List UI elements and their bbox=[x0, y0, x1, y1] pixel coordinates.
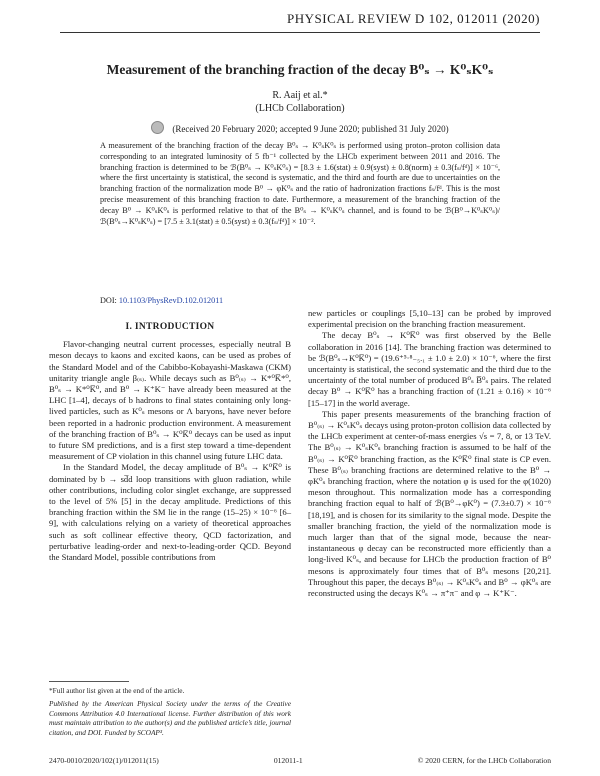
section-heading: I. INTRODUCTION bbox=[125, 322, 215, 332]
paragraph: This paper presents measurements of the branching fraction of B⁰₍ₛ₎ → K⁰ₛK⁰ₛ decays using proton-proton collision data collected by the LHCb experiment at center-of-mass energies √s = 7, 8, or 13 TeV. The B⁰₍ₛ₎ → K⁰ₛK⁰ₛ branching fraction is assumed to be half of the B⁰₍ₛ₎ → K⁰K̅⁰ branching fraction, as the K⁰K̅⁰ final state is CP even. These B⁰₍ₛ₎ branching fractions are determined relative to the B⁰ → φK⁰ₛ branching fraction, where the notation φ is used for the φ(1020) meson throughout. This normalization mode has a corresponding branching fraction equal to half of ℬ(B⁰→φK⁰) = (7.3±0.7) × 10⁻⁶ [18,19], and is chosen for its similarity to the signal mode. Despite the smaller branching fraction, the yield of the normalization mode is much larger than that of the signal mode, because the near-instantaneous φ decay can be reconstructed more efficiently than a long-lived K⁰ₛ, and because for LHCb the production fraction of B⁰ mesons is approximately four times that of B⁰ₛ mesons [20,21]. Throughout this paper, the decays B⁰₍ₛ₎ → K⁰ₛK⁰ₛ and B⁰ → φK⁰ₛ are reconstructed using the decays K⁰ₛ → π⁺π⁻ and φ → K⁺K⁻. bbox=[308, 408, 551, 599]
left-column bbox=[49, 322, 291, 563]
footer-copyright: © 2020 CERN, for the LHCb Collaboration bbox=[417, 756, 551, 765]
crossmark-icon[interactable] bbox=[151, 121, 164, 134]
author-footnote: *Full author list given at the end of the article. bbox=[49, 686, 185, 695]
paragraph: Flavor-changing neutral current processes, especially neutral B meson decays to kaons and excited kaons, can be used as probes of the Standard Model and of the Cabibbo-Kobayashi-Maskawa (CKM) unitarity triangle angle β₍ₛ₎. While decays such as B⁰₍ₛ₎ → K*⁰K̅*⁰, B⁰ₛ → K*⁰K̅⁰, and B⁰ → K⁺K⁻ have already been measured at the LHC [1–4], decays of b hadrons to final states containing only long-lived particles, such as K⁰ₛ mesons or Λ baryons, have never before been reported in a hadronic production environment. A measurement of the branching fraction of B⁰ₛ → K⁰K̅⁰ decays can be used as input to future SM predictions, and is a first step toward a time-dependent measurement of CP violation in this channel using future LHC data. bbox=[49, 339, 291, 462]
doi-line bbox=[100, 296, 223, 305]
abstract: A measurement of the branching fraction of the decay B⁰ₛ → K⁰ₛK⁰ₛ is performed using proton–proton collision data corresponding to an integrated luminosity of 5 fb⁻¹ collected by the LHCb experiment between 2011 and 2016. The branching fraction is determined to be ℬ(B⁰ₛ → K⁰ₛK⁰ₛ) = [8.3 ± 1.6(stat) ± 0.9(syst) ± 0.8(norm) ± 0.3(fₛ/fᵈ)] × 10⁻⁶, where the first uncertainty is statistical, the second is systematic, and the third and fourth are due to uncertainties on the branching fraction of the normalization mode B⁰ → φK⁰ₛ and the ratio of hadronization fractions fₛ/fᵈ. This is the most precise measurement of this branching fraction to date. Furthermore, a measurement of the branching fraction of the decay B⁰ → K⁰ₛK⁰ₛ is performed relative to that of the B⁰ₛ → K⁰ₛK⁰ₛ channel, and is found to be ℬ(B⁰→K⁰ₛK⁰ₛ)/ℬ(B⁰ₛ→K⁰ₛK⁰ₛ) = [7.5 ± 3.1(stat) ± 0.5(syst) ± 0.3(fₛ/fᵈ)] × 10⁻². bbox=[100, 141, 500, 226]
doi-link[interactable]: 10.1103/PhysRevD.102.012011 bbox=[118, 296, 224, 305]
author-list[interactable]: R. Aaij et al.* bbox=[272, 90, 328, 101]
license-notice: Published by the American Physical Society under the terms of the Creative Commons Attribution 4.0 International license. Further distribution of this work must maintain attribution to the author(s) and the published article’s title, journal citation, and DOI. Funded by SCOAP³. bbox=[49, 699, 291, 737]
paragraph: In the Standard Model, the decay amplitude of B⁰ₛ → K⁰K̅⁰ is dominated by b → sd̅d loop transitions with gluon radiation, while other contributions, including color singlet exchange, are suppressed to the level of 5% [5] in the decay amplitude. Predictions of this branching fraction within the SM lie in the range (15–25) × 10⁻⁶ [6–9], with calculations relying on a variety of theoretical approaches such as soft collinear effective theory, QCD factorization, and perturbative leading-order and next-to-leading-order QCD. Beyond the Standard Model, possible contributions from bbox=[49, 462, 291, 563]
paragraph: new particles or couplings [5,10–13] can be probed by improved experimental precision on the branching fraction measurement. bbox=[308, 308, 551, 330]
page-footer bbox=[49, 756, 551, 768]
right-column bbox=[308, 308, 551, 599]
doi-label: DOI: bbox=[100, 296, 117, 305]
footnote-divider bbox=[49, 681, 129, 682]
collaboration: (LHCb Collaboration) bbox=[255, 103, 345, 114]
paper-title: Measurement of the branching fraction of the decay B⁰ₛ → K⁰ₛK⁰ₛ bbox=[106, 62, 494, 77]
paragraph: The decay B⁰ₛ → K⁰K̅⁰ was first observed by the Belle collaboration in 2016 [14]. The branching fraction was determined to be ℬ(B⁰ₛ→K⁰K̅⁰) = (19.6⁺⁵·⁸₋₅.₁ ± 1.0 ± 2.0) × 10⁻⁶, where the first uncertainty is statistical, the second systematic and the third due to the uncertainty of the total number of produced B⁰ₛ B̅⁰ₛ pairs. The related decay B⁰ → K⁰K̅⁰ has a branching fraction of (1.21 ± 0.16) × 10⁻⁶ [15–17] in the world average. bbox=[308, 330, 551, 408]
journal-citation: PHYSICAL REVIEW D 102, 012011 (2020) bbox=[287, 11, 540, 26]
publication-dates bbox=[60, 121, 540, 134]
footer-issn: 2470-0010/2020/102(1)/012011(15) bbox=[49, 756, 159, 765]
journal-header bbox=[60, 6, 540, 33]
footer-page-number: 012011-1 bbox=[273, 756, 303, 765]
dates-text: (Received 20 February 2020; accepted 9 June 2020; published 31 July 2020) bbox=[172, 124, 449, 134]
